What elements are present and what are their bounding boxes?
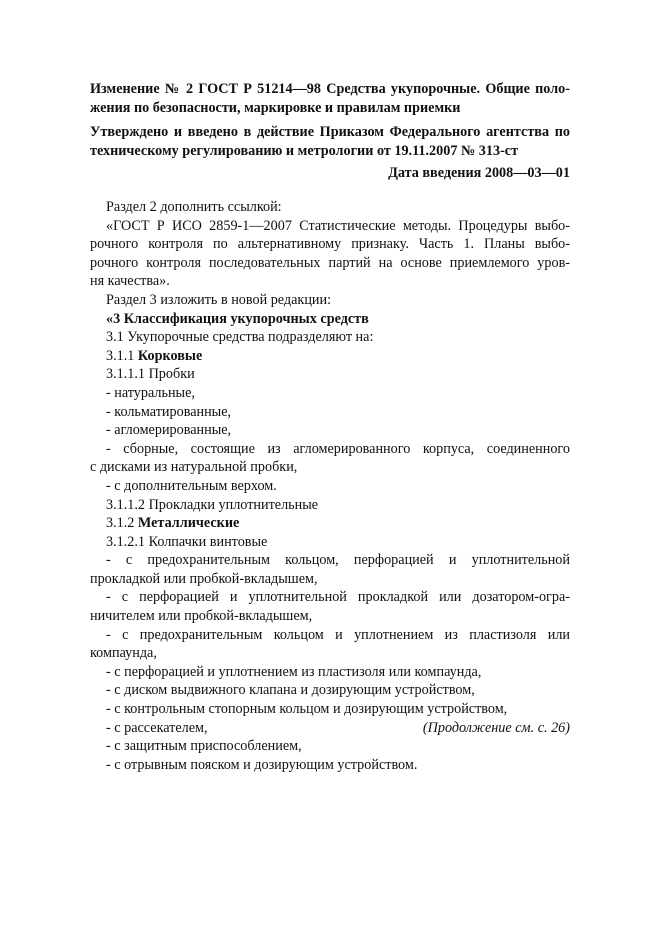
list-item: - с рассекателем, — [106, 719, 208, 736]
document-body — [90, 198, 570, 774]
list-item: - сборные, состоящие из агломерированного корпуса, соединенного — [106, 440, 570, 457]
list-item: - натуральные, — [106, 384, 195, 401]
reference-line: «ГОСТ Р ИСО 2859-1—2007 Статистические методы. Процедуры выбо- — [106, 217, 570, 234]
list-item: - с защитным приспособлением, — [106, 738, 302, 755]
list-item: - с предохранительным кольцом и уплотнением из пластизоля или — [106, 626, 570, 643]
introduction-date: Дата введения 2008—03—01 — [388, 165, 570, 181]
amendment-title — [90, 80, 570, 118]
paragraph-title-cork: Корковые — [137, 347, 203, 364]
paragraph-3-1-1 — [90, 347, 570, 366]
paragraph-3-1: 3.1 Укупорочные средства подразделяют на: — [106, 329, 374, 346]
list-item-continuation: с дисками из натуральной пробки, — [90, 459, 298, 476]
list-item: - с отрывным пояском и дозирующим устройством. — [106, 756, 418, 773]
section3-intro: Раздел 3 изложить в новой редакции: — [106, 291, 332, 308]
paragraph-3-1-2 — [90, 514, 570, 533]
list-item: - кольматированные, — [106, 403, 232, 420]
reference-line: рочного контроля последовательных партий на основе приемлемого уров- — [90, 254, 570, 271]
paragraph-title-metal: Металлические — [137, 515, 240, 532]
list-item-continuation: компаунда, — [90, 645, 157, 662]
paragraph-number: 3.1.1 — [106, 347, 138, 364]
section3-heading: «3 Классификация укупорочных средств — [106, 310, 369, 327]
list-item: - с дополнительным верхом. — [106, 477, 277, 494]
amendment-title-line: жения по безопасности, маркировке и правилам приемки — [90, 100, 461, 116]
continuation-note: (Продолжение см. с. 26) — [422, 720, 570, 736]
approval-line: Утверждено и введено в действие Приказом Федерального агентства по — [90, 124, 570, 140]
paragraph-number: 3.1.2 — [106, 515, 138, 532]
list-item-continuation: прокладкой или пробкой-вкладышем, — [90, 570, 318, 587]
paragraph-3-1-1-1: 3.1.1.1 Пробки — [106, 366, 195, 383]
reference-line: ня качества». — [90, 273, 170, 290]
list-item-continuation: ничителем или пробкой-вкладышем, — [90, 608, 313, 625]
reference-line: рочного контроля по альтернативному признаку. Часть 1. Планы выбо- — [90, 236, 570, 253]
amendment-title-line: Изменение № 2 ГОСТ Р 51214—98 Средства укупорочные. Общие поло- — [90, 81, 570, 97]
list-item: - с контрольным стопорным кольцом и дозирующим устройством, — [106, 701, 508, 718]
section2-intro: Раздел 2 дополнить ссылкой: — [106, 199, 282, 215]
list-item: - агломерированные, — [106, 422, 232, 439]
approval-line: техническому регулированию и метрологии от 19.11.2007 № 313-ст — [90, 143, 519, 159]
paragraph-3-1-2-1: 3.1.2.1 Колпачки винтовые — [106, 533, 268, 550]
approval-statement — [90, 123, 570, 161]
list-item: - с перфорацией и уплотнением из пластизоля или компаунда, — [106, 663, 482, 680]
paragraph-3-1-1-2: 3.1.1.2 Прокладки уплотнительные — [106, 496, 319, 513]
list-item: - с диском выдвижного клапана и дозирующим устройством, — [106, 682, 475, 699]
list-item: - с перфорацией и уплотнительной прокладкой или дозатором-огра- — [106, 589, 570, 606]
list-item: - с предохранительным кольцом, перфорацией и уплотнительной — [106, 552, 570, 569]
